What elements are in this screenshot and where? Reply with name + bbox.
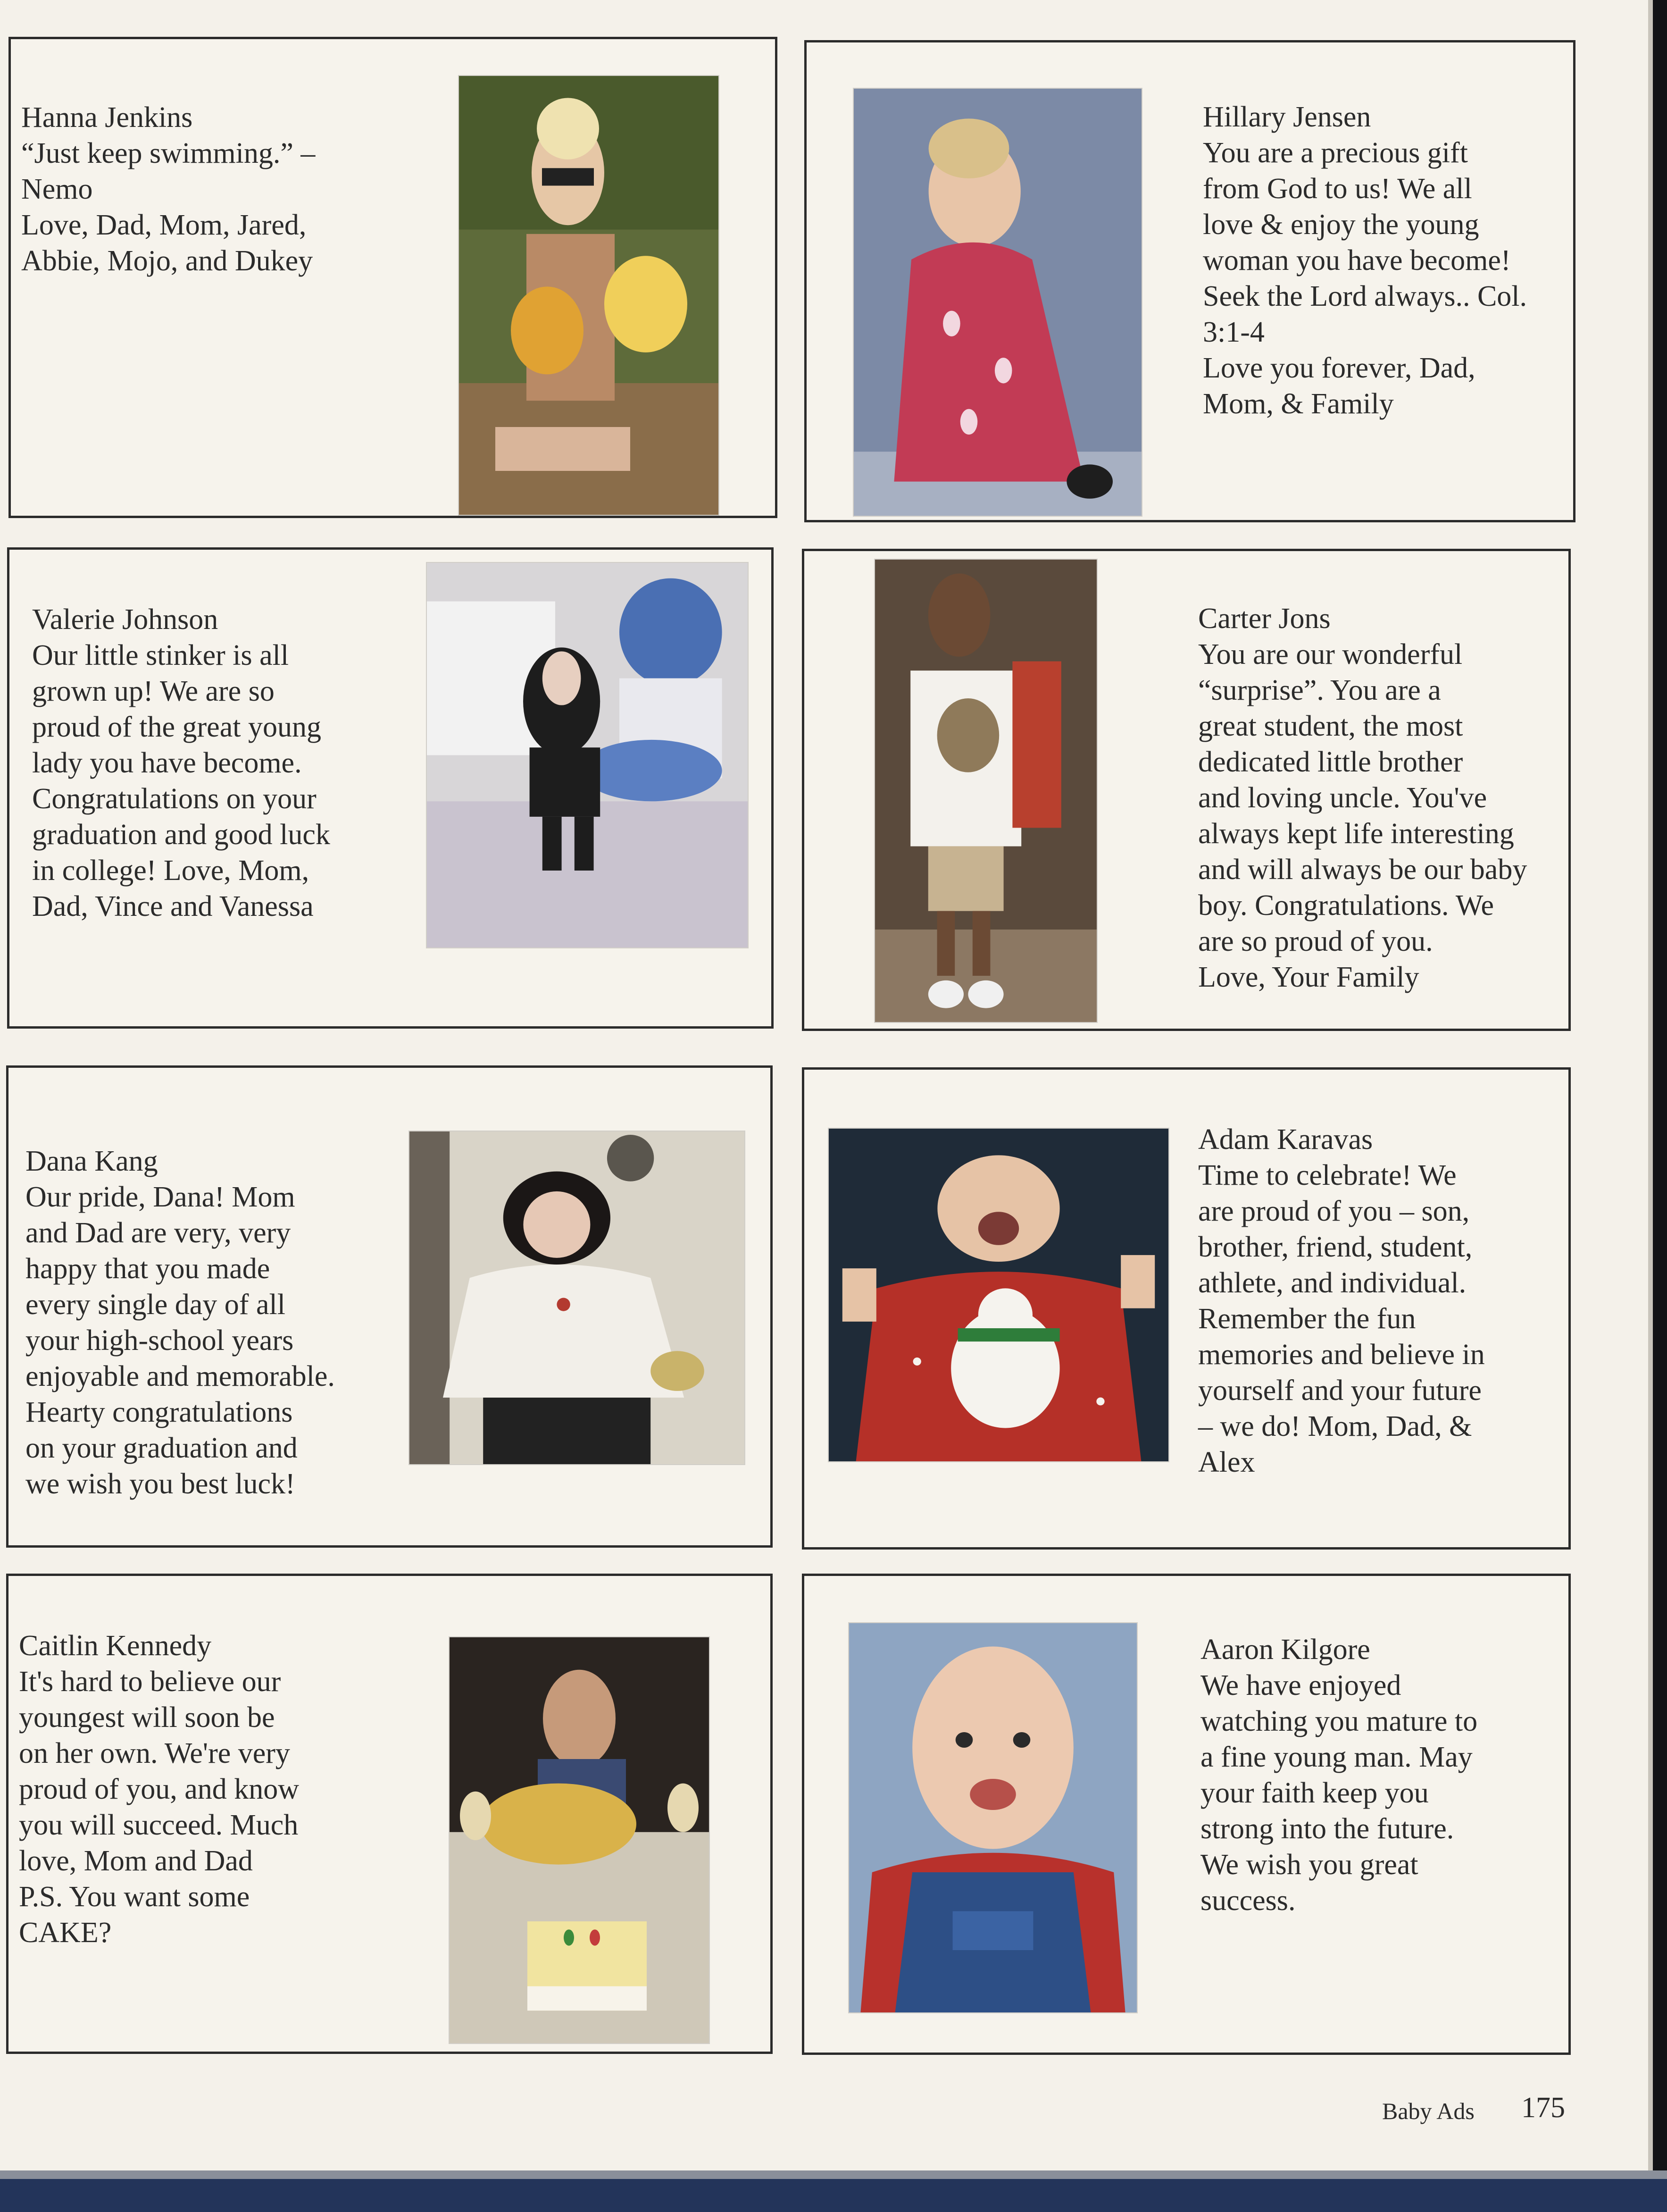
ad-text: Hanna Jenkins “Just keep swimming.” – Nemo Love, Dad, Mom, Jared, Abbie, Mojo, and Dukey [21, 101, 316, 277]
ad-box-hanna-jenkins [8, 37, 777, 518]
ad-text: Caitlin Kennedy It's hard to believe our youngest will soon be on her own. We're very proud of you, and know you will succeed. Much love, Mom and Dad P.S. You want some CAKE? [19, 1630, 300, 1949]
photo-toddler-with-birthday-cake [450, 1637, 709, 2043]
ad-text: Adam Karavas Time to celebrate! We are proud of you – son, brother, friend, student, athlete, and individual. Remember the fun memories and believe in yourself and your future – we do! Mom, Dad, & Alex [1198, 1123, 1485, 1478]
page-number: 175 [1521, 2092, 1565, 2124]
photo-girl-with-goggles-and-water-wings [459, 76, 718, 515]
page-edge-shadow [1648, 0, 1653, 2212]
ad-text: Carter Jons You are our wonderful “surprise”. You are a great student, the most dedicated little brother and loving uncle. You've always kept life interesting and will always be our baby boy. Congratulations. We are so proud of you. Love, Your Family [1198, 603, 1527, 993]
ad-box-adam-karavas [802, 1067, 1571, 1550]
footer-section-title: Baby Ads [1382, 2098, 1475, 2124]
photo-baby-in-polar-bear-sweater [829, 1129, 1168, 1461]
ad-box-caitlin-kennedy [6, 1574, 773, 2054]
page-bottom-shade [0, 2170, 1667, 2179]
ad-text: Valerie Johnson Our little stinker is all grown up! We are so proud of the great young lady you have become. Congratulations on your graduation and good luck in college! Love, Mom, Dad, Vince and Vanessa [32, 603, 330, 922]
page-edge [1653, 0, 1667, 2212]
photo-toddler-in-floral-dress [854, 89, 1142, 516]
ad-text: Hillary Jensen You are a precious gift from God to us! We all love & enjoy the young woman you have become! Seek the Lord always.. Col. 3:1-4 Love you forever, Dad, Mom, & Family [1203, 101, 1527, 420]
ad-box-valerie-johnson [7, 547, 774, 1029]
photo-baby-in-overalls [849, 1623, 1137, 2012]
photo-toddler-in-skunk-costume [427, 563, 748, 947]
photo-girl-in-white-sweater [409, 1131, 744, 1464]
ad-box-dana-kang [6, 1065, 773, 1548]
ad-text: Aaron Kilgore We have enjoyed watching you mature to a fine young man. May your faith keep you strong into the future. We wish you great success. [1200, 1634, 1478, 1917]
ad-text: Dana Kang Our pride, Dana! Mom and Dad are very, very happy that you made every single day of all your high-school years enjoyable and memorable. Hearty congratulations on your graduation and we wish you best luck! [25, 1145, 335, 1500]
ad-box-aaron-kilgore [802, 1574, 1571, 2055]
page-bottom-band [0, 2179, 1667, 2212]
ad-box-carter-jons [802, 549, 1571, 1031]
ad-box-hillary-jensen [804, 40, 1575, 522]
photo-boy-with-backpack [875, 560, 1097, 1022]
